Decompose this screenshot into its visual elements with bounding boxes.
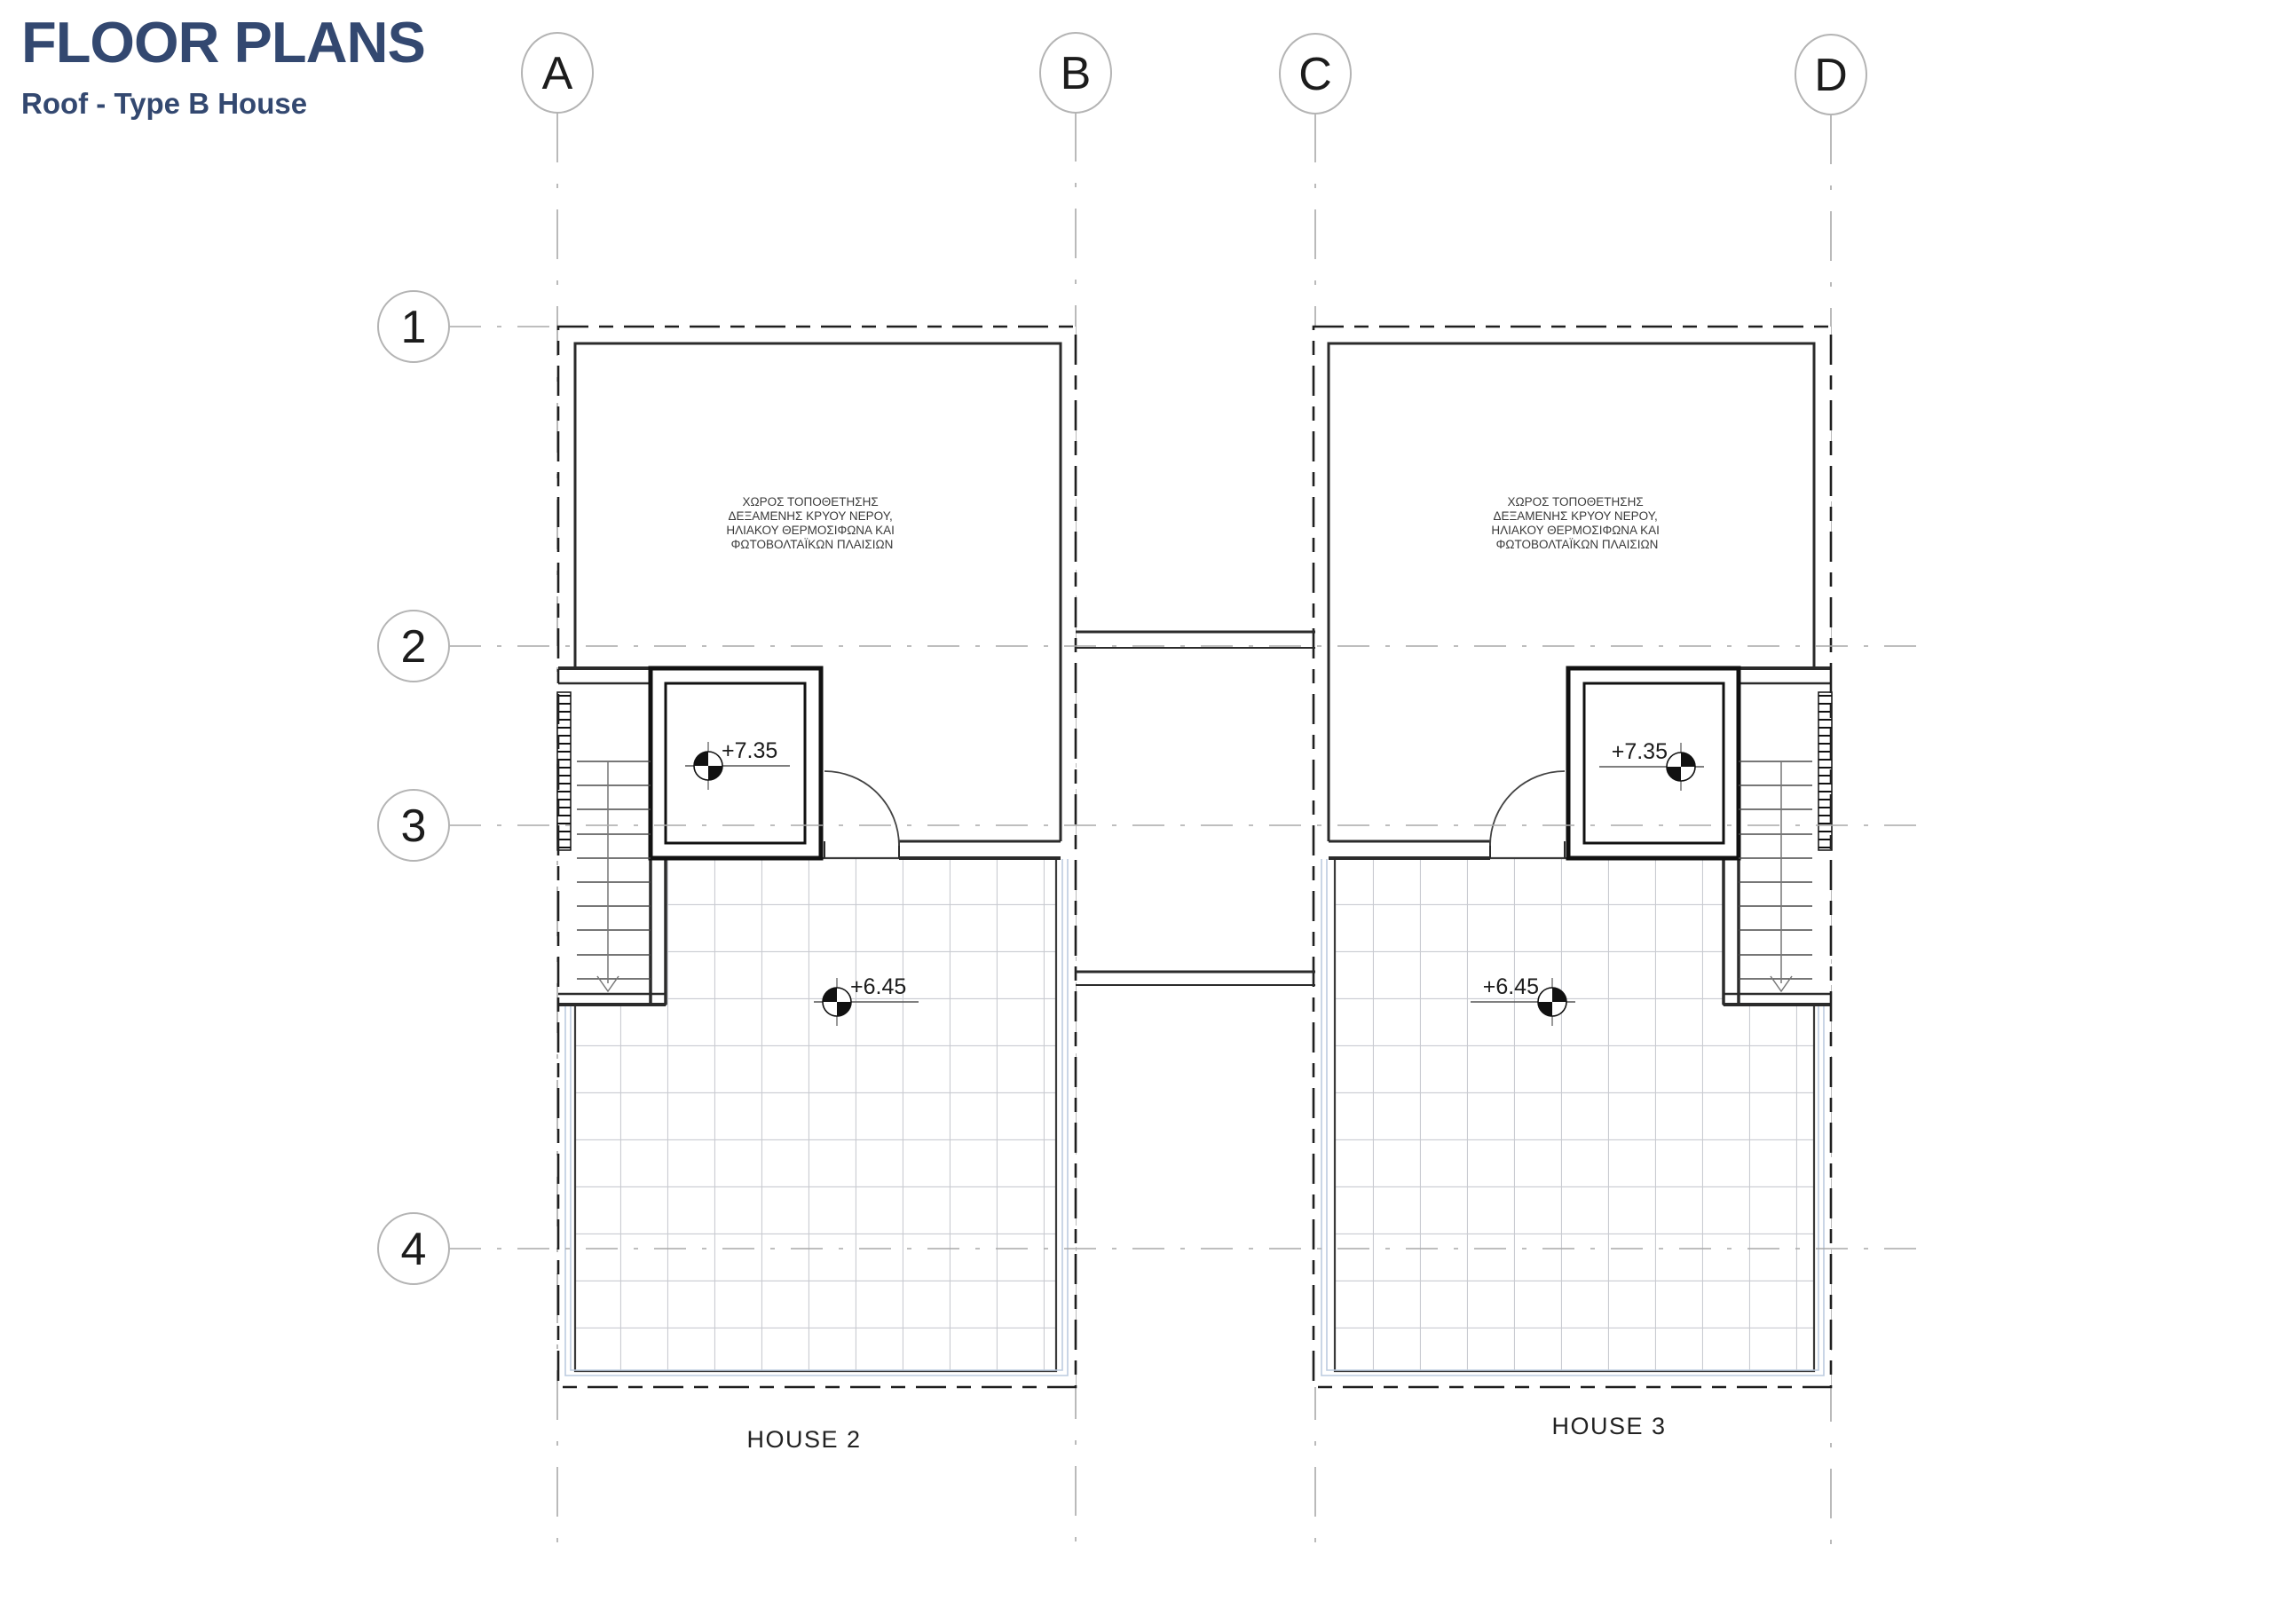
- house-2-stair-bulkhead: [651, 668, 821, 858]
- house-3-label: HOUSE 3: [1551, 1413, 1667, 1439]
- drawing-title-block: [21, 12, 425, 121]
- level-value: +6.45: [1482, 974, 1539, 999]
- grid-bubble-b: [1040, 33, 1111, 113]
- svg-text:C: C: [1298, 49, 1332, 100]
- house-3-plan: [1314, 327, 1832, 1387]
- svg-text:3: 3: [400, 800, 427, 852]
- grid-bubble-3: [378, 790, 449, 861]
- svg-text:4: 4: [400, 1224, 427, 1275]
- grid-bubble-a: [522, 33, 593, 113]
- page-subtitle: Roof - Type B House: [21, 87, 308, 121]
- grid-column-bubbles: [522, 33, 1866, 114]
- house-2-note: ΧΩΡΟΣ ΤΟΠΟΘΕΤΗΣΗΣ ΔΕΞΑΜΕΝΗΣ ΚΡΥΟΥ ΝΕΡΟΥ, ΗΛΙΑΚΟΥ ΘΕΡΜΟΣΙΦΩΝΑ ΚΑΙ ΦΩΤΟΒΟΛΤΑΪΚΩΝ ΠΛΑΙΣΙΩΝ: [726, 495, 895, 551]
- level-value: +7.35: [1611, 739, 1668, 764]
- svg-text:2: 2: [400, 621, 427, 673]
- grid-bubble-4: [378, 1213, 449, 1284]
- grid-bubble-c: [1280, 34, 1351, 114]
- svg-text:D: D: [1814, 50, 1848, 101]
- svg-text:1: 1: [400, 302, 427, 353]
- house-3-note: ΧΩΡΟΣ ΤΟΠΟΘΕΤΗΣΗΣ ΔΕΞΑΜΕΝΗΣ ΚΡΥΟΥ ΝΕΡΟΥ, ΗΛΙΑΚΟΥ ΘΕΡΜΟΣΙΦΩΝΑ ΚΑΙ ΦΩΤΟΒΟΛΤΑΪΚΩΝ ΠΛΑΙΣΙΩΝ: [1491, 495, 1660, 551]
- grid-bubble-d: [1795, 35, 1866, 114]
- grid-bubble-1: [378, 291, 449, 362]
- grid-row-bubbles: [378, 291, 449, 1284]
- bridge-walls: [1076, 632, 1315, 985]
- grid-bubble-2: [378, 611, 449, 682]
- page-title: FLOOR PLANS: [21, 10, 425, 75]
- level-value: +7.35: [722, 738, 778, 763]
- svg-text:B: B: [1060, 48, 1092, 99]
- house-2-plan: [557, 327, 1076, 1387]
- house-2-label: HOUSE 2: [746, 1426, 862, 1453]
- svg-text:A: A: [541, 48, 573, 99]
- level-value: +6.45: [850, 974, 907, 999]
